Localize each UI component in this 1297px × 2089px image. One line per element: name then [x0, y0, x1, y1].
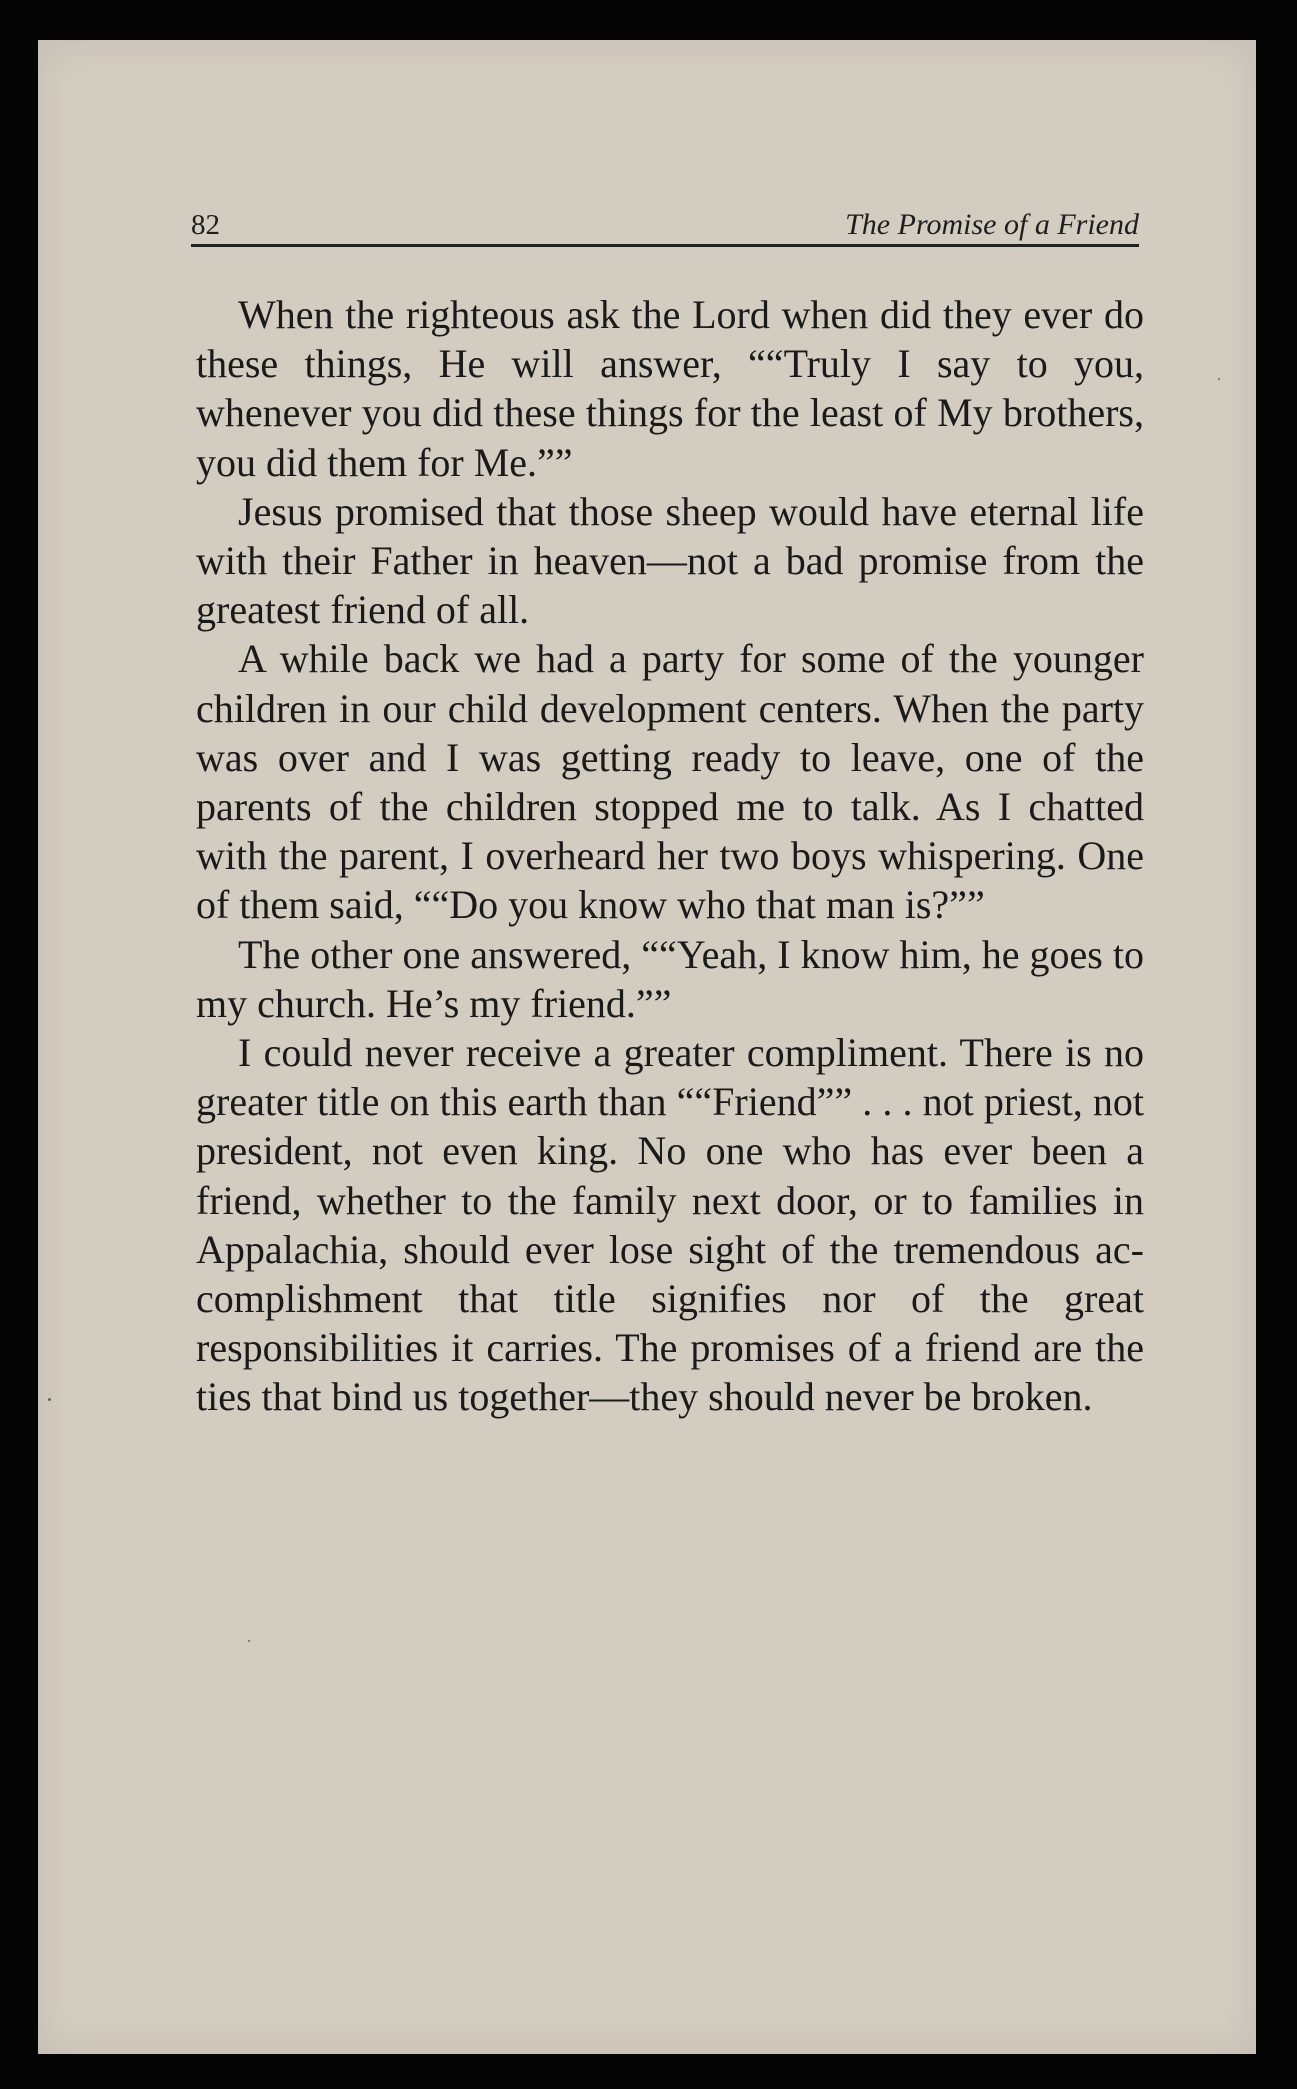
paragraph: Jesus promised that those sheep would have eternal life with their Father in heaven—not a bad promise from the greatest friend of all. — [196, 488, 1144, 633]
paragraph: I could never receive a greater compliment. There is no greater title on this earth than ““Friend”” . . . not priest, not president, not even king. No one who has ever been a friend, whether to the family next door, or to families in Appalachia, should ever lose sight of the tremendous accomplishment that title signifies nor of the great responsibilities it carries. The promises of a friend are the ties that bind us together—they should never be broken. — [196, 1030, 1144, 1420]
paper-speck — [1218, 378, 1220, 380]
paper-speck — [248, 1640, 250, 1642]
page-header — [191, 200, 1139, 247]
paragraph: A while back we had a party for some of the younger children in our child development centers. When the party was over and I was getting ready to leave, one of the parents of the children stopped me to talk. As I chatted with the parent, I overheard her two boys whispering. One of them said, ““Do you know who that man is?”” — [196, 636, 1144, 928]
paper-speck — [48, 1398, 51, 1401]
page-number: 82 — [191, 209, 220, 241]
running-head: The Promise of a Friend — [845, 208, 1139, 241]
paragraph: When the righteous ask the Lord when did they ever do these things, He will answer, ““Truly I say to you, whenever you did these things for the least of My brothers, you did them for Me.”” — [196, 292, 1144, 485]
paragraph: The other one answered, ““Yeah, I know him, he goes to my church. He’s my friend.”” — [196, 931, 1144, 1026]
body-text — [196, 290, 1144, 1422]
